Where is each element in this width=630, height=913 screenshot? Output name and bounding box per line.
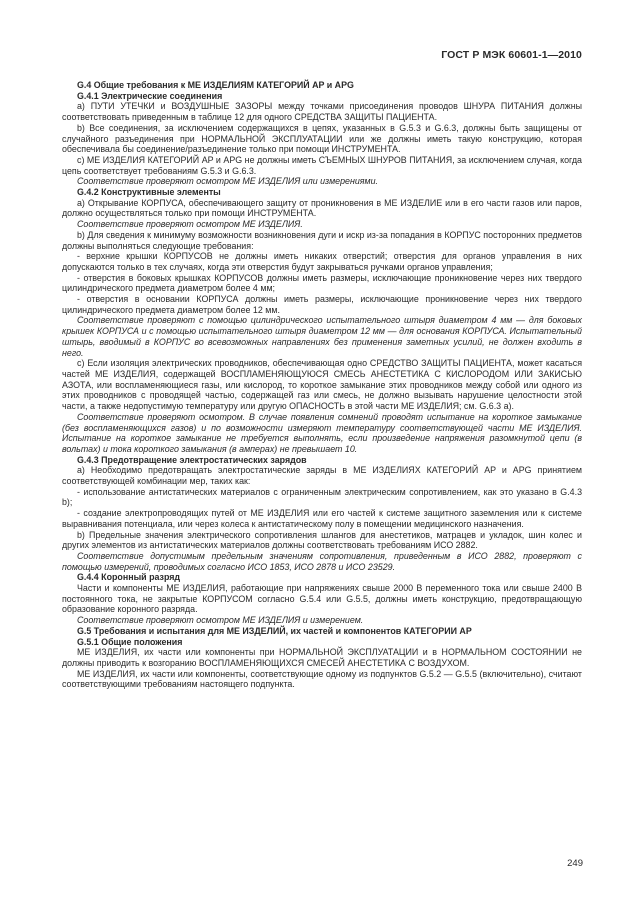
list-item: - использование антистатических материалов с ограниченным электрическим сопротивлением, как это указано в G.4.3 b); — [62, 486, 582, 508]
list-item: - отверстия в боковых крышках КОРПУСОВ должны иметь размеры, исключающие проникновение через них твердого цилиндрического предмета диаметром более 4 мм; — [62, 272, 582, 294]
list-item: - отверстия в основании КОРПУСА должны иметь размеры, исключающие проникновение через них твердого цилиндрического предмета диаметром более 12 мм. — [62, 294, 582, 315]
paragraph: c) Если изоляция электрических проводников, обеспечивающая одно СРЕДСТВО ЗАЩИТЫ ПАЦИЕНТА, может касаться частей ME ИЗДЕЛИЯ, содержащей ВОСПЛАМЕНЯЮЩУЮСЯ СМЕСЬ АНЕСТЕТИКА С КИСЛОРОДОМ ИЛИ ЗАКИСЬЮ АЗОТА, или воспламеняющиеся газы, или кислород, то короткое замыкание этих проводников между собой или одного из этих проводников с проводящей частью, содержащей газ или смесь, не должно вызывать нарушение целостности этой части, а также недопустимую температуру или другую ОПАСНОСТЬ в этой части ME ИЗДЕЛИЯ; см. G.6.3 а). — [62, 358, 582, 412]
compliance-note: Соответствие проверяют с помощью цилиндрического испытательного штыря диаметром 4 мм — для боковых крышек КОРПУСА и с помощью испытательного штыря диаметром 12 мм — для основания КОРПУСА. Испытательный штырь, вводимый в КОРПУС во всевозможных направлениях без применения заметных усилий, не должен входить в него. — [62, 315, 582, 358]
paragraph: ME ИЗДЕЛИЯ, их части или компоненты, соответствующие одному из подпунктов G.5.2 — G.5.5 (включительно), считают соответствующими требованиям настоящего подпункта. — [62, 668, 582, 690]
section-heading-g5: G.5 Требования и испытания для ME ИЗДЕЛИЙ, их частей и компонентов КАТЕГОРИИ AP — [77, 625, 472, 636]
subsection-heading-g42: G.4.2 Конструктивные элементы — [77, 187, 221, 198]
subsection-heading-g41: G.4.1 Электрические соединения — [77, 90, 223, 101]
list-item: - верхние крышки КОРПУСОВ не должны иметь никаких отверстий; отверстия для органов управления в них допускаются только в тех случаях, когда эти отверстия будут закрываться ручками органов управления; — [62, 251, 582, 272]
paragraph: ME ИЗДЕЛИЯ, их части или компоненты при НОРМАЛЬНОЙ ЭКСПЛУАТАЦИИ и в НОРМАЛЬНОМ СОСТОЯНИИ не должны приводить к возгоранию ВОСПЛАМЕНЯЮЩИХСЯ СМЕСЕЙ АНЕСТЕТИКА С ВОЗДУХОМ. — [62, 647, 582, 668]
paragraph: b) Предельные значения электрического сопротивления шлангов для анестетиков, матрацев и укладок, шин колес и других элементов из антистатических материалов должны соответствовать требованиям ИСО 2882. — [62, 529, 582, 551]
compliance-note: Соответствие проверяют осмотром ME ИЗДЕЛИЯ и измерением. — [77, 615, 364, 626]
subsection-heading-g51: G.5.1 Общие положения — [77, 636, 183, 647]
compliance-note: Соответствие проверяют осмотром. В случае появления сомнений проводят испытание на короткое замыкание (без воспламеняющихся газов) и по возможности измеряют температуру соответствующей части ME ИЗДЕЛИЯ. Испытание на короткое замыкание не требуется выполнять, если произведение напряжения разомкнутой цепи (в вольтах) и тока короткого замыкания (в амперах) не превышает 10. — [62, 411, 582, 454]
compliance-note: Соответствие проверяют осмотром ME ИЗДЕЛИЯ. — [77, 219, 303, 230]
paragraph: b) Все соединения, за исключением содержащихся в цепях, указанных в G.5.3 и G.6.3, должны быть защищены от случайного разъединения при НОРМАЛЬНОЙ ЭКСПЛУАТАЦИИ или же должны иметь такую конструкцию, которая обеспечивала бы соединение/разъединение только при помощи ИНСТРУМЕНТА. — [62, 122, 582, 155]
document-body — [62, 80, 582, 690]
standard-header: ГОСТ Р МЭК 60601-1—2010 — [441, 49, 582, 61]
paragraph: a) Необходимо предотвращать электростатические заряды в ME ИЗДЕЛИЯХ КАТЕГОРИЙ AP и APG принятием соответствующей комбинации мер, таких как: — [62, 465, 582, 487]
paragraph: a) ПУТИ УТЕЧКИ и ВОЗДУШНЫЕ ЗАЗОРЫ между точками присоединения проводов ШНУРА ПИТАНИЯ должны соответствовать приведенным в таблице 12 для одного СРЕДСТВА ЗАЩИТЫ ПАЦИЕНТА. — [62, 101, 582, 123]
subsection-heading-g43: G.4.3 Предотвращение электростатических зарядов — [77, 454, 307, 465]
list-item: - создание электропроводящих путей от ME ИЗДЕЛИЯ или его частей к системе защитного заземления или к системе выравнивания потенциала, или через колеса к антистатическому полу в помещении медицинского назначения. — [62, 508, 582, 529]
paragraph: c) ME ИЗДЕЛИЯ КАТЕГОРИЙ AP и APG не должны иметь СЪЕМНЫХ ШНУРОВ ПИТАНИЯ, за исключением случая, когда цепь соответствует требованиям G.5.3 и G.6.3. — [62, 154, 582, 176]
section-heading-g4: G.4 Общие требования к ME ИЗДЕЛИЯМ КАТЕГОРИЙ AP и APG — [77, 80, 354, 90]
paragraph: a) Открывание КОРПУСА, обеспечивающего защиту от проникновения в ME ИЗДЕЛИЕ или в его части газов или паров, должно осуществляться только при помощи ИНСТРУМЕНТА. — [62, 197, 582, 219]
compliance-note: Соответствие допустимым предельным значениям сопротивления, приведенным в ИСО 2882, проверяют с помощью измерений, проводимых согласно ИСО 1853, ИСО 2878 и ИСО 23529. — [62, 550, 582, 572]
paragraph: b) Для сведения к минимуму возможности возникновения дуги и искр из-за попадания в КОРПУС посторонних предметов должны выполняться следующие требования: — [62, 229, 582, 251]
subsection-heading-g44: G.4.4 Коронный разряд — [77, 572, 181, 583]
compliance-note: Соответствие проверяют осмотром ME ИЗДЕЛИЯ или измерениями. — [77, 176, 379, 187]
page-number: 249 — [567, 858, 583, 869]
paragraph: Части и компоненты ME ИЗДЕЛИЯ, работающие при напряжениях свыше 2000 В переменного тока или свыше 2400 В постоянного тока, не закрытые КОРПУСОМ согласно G.5.4 или G.5.5, должны иметь конструкцию, предотвращающую образование коронного разряда. — [62, 583, 582, 615]
